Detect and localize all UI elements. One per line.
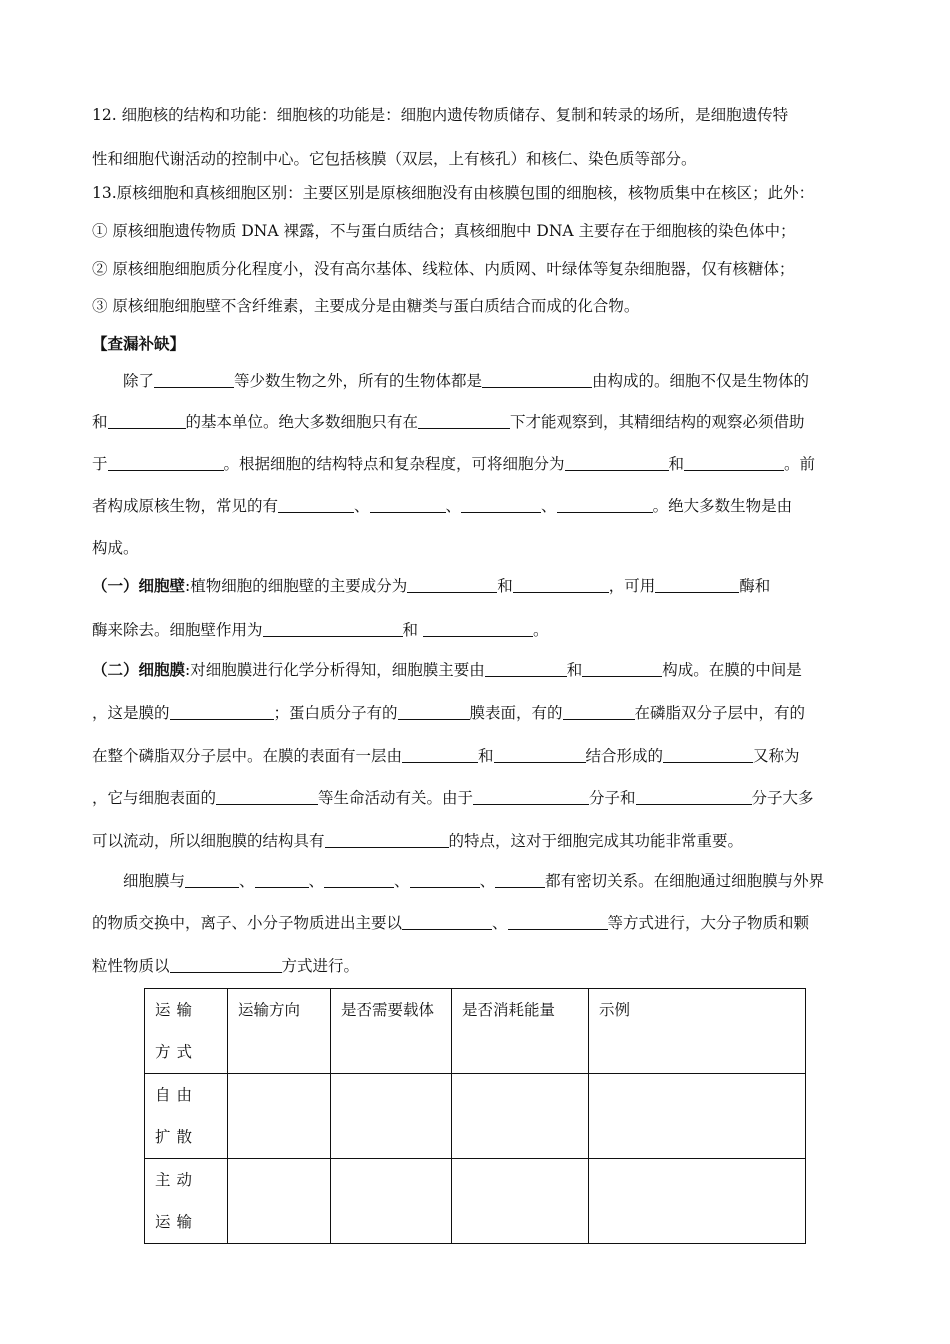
text-run: 于: [92, 455, 108, 473]
text-run: 等方式进行，大分子物质和颗: [607, 914, 810, 932]
blank[interactable]: [418, 412, 510, 429]
fill-line: [92, 659, 862, 681]
blank[interactable]: [513, 576, 609, 593]
text-run: ；蛋白质分子有的: [273, 704, 398, 722]
table-row: [145, 1159, 806, 1244]
table-header-cell: 示例: [589, 989, 806, 1074]
table-cell: [145, 1159, 228, 1244]
blank[interactable]: [508, 913, 608, 930]
text-run: 酶和: [739, 577, 771, 595]
text-line: 性和细胞代谢活动的控制中心。它包括核膜（双层，上有核孔）和核仁、染色质等部分。: [92, 150, 697, 168]
text-run: 结合形成的: [585, 747, 664, 765]
blank[interactable]: [473, 788, 589, 805]
fill-line: [92, 495, 862, 517]
blank[interactable]: [423, 620, 533, 637]
table-cell[interactable]: [452, 1074, 589, 1159]
text-run: 由构成的。细胞不仅是生物体的: [592, 372, 810, 390]
text-line: 12. 细胞核的结构和功能：细胞核的功能是：细胞内遗传物质储存、复制和转录的场所，是细胞遗传特: [92, 106, 789, 124]
text-run: :植物细胞的细胞壁的主要成分为: [185, 577, 408, 595]
text-run: ，可用: [608, 577, 656, 595]
text-run: 又称为: [753, 747, 800, 765]
table-row: [145, 1074, 806, 1159]
text-line: 13.原核细胞和真核细胞区别：主要区别是原核细胞没有由核膜包围的细胞核，核物质集中在核区；此外：: [92, 184, 815, 202]
fill-line: [92, 955, 862, 977]
text-line: ③ 原核细胞细胞壁不含纤维素，主要成分是由糖类与蛋白质结合而成的化合物。: [92, 297, 640, 315]
text-run: 、: [354, 497, 370, 515]
blank[interactable]: [407, 576, 497, 593]
text-run: 方式进行。: [281, 957, 360, 975]
table-cell[interactable]: [228, 1074, 331, 1159]
blank[interactable]: [154, 371, 234, 388]
text-run: 都有密切关系。在细胞通过细胞膜与外界: [545, 872, 825, 890]
blank[interactable]: [485, 660, 567, 677]
text-run: 在整个磷脂双分子层中。在膜的表面有一层由: [92, 747, 403, 765]
text-run: 分子大多: [751, 789, 814, 807]
text-run: 、: [308, 872, 325, 890]
blank[interactable]: [494, 746, 586, 763]
blank[interactable]: [582, 660, 662, 677]
text-run: ，它与细胞表面的: [92, 789, 217, 807]
text-run: 。前: [784, 455, 816, 473]
subheading: （二）细胞膜: [92, 660, 186, 679]
cell-text: 运输方式: [155, 1001, 199, 1061]
fill-line: [92, 912, 862, 934]
text-run: 、: [479, 872, 496, 890]
blank[interactable]: [410, 871, 480, 888]
text-run: 和: [497, 577, 513, 595]
table-cell[interactable]: [589, 1159, 806, 1244]
blank[interactable]: [108, 412, 186, 429]
text-run: 的物质交换中，离子、小分子物质进出主要以: [92, 914, 403, 932]
blank[interactable]: [255, 871, 309, 888]
cell-text: 自由扩散: [155, 1086, 199, 1146]
fill-line: [92, 787, 862, 809]
text-run: 下才能观察到，其精细结构的观察必须借助: [510, 413, 805, 431]
fill-line: [92, 745, 862, 767]
fill-line: [123, 870, 863, 892]
fill-line: 构成。: [92, 539, 139, 557]
blank[interactable]: [370, 496, 446, 513]
text-run: 。根据细胞的结构特点和复杂程度，可将细胞分为: [223, 455, 565, 473]
text-run: 。绝大多数生物是由: [652, 497, 793, 515]
text-run: 的基本单位。绝大多数细胞只有在: [185, 413, 419, 431]
text-run: 等生命活动有关。由于: [318, 789, 474, 807]
blank[interactable]: [324, 871, 394, 888]
text-run: 酶来除去。细胞壁作用为: [92, 621, 263, 639]
text-run: 和: [478, 747, 494, 765]
text-run: 和: [402, 621, 423, 639]
table-header-cell: 是否需要载体: [331, 989, 452, 1074]
fill-line: [92, 619, 862, 641]
text-run: 在磷脂双分子层中，有的: [634, 704, 806, 722]
blank[interactable]: [170, 956, 282, 973]
table-cell[interactable]: [452, 1159, 589, 1244]
section-heading: 【查漏补缺】: [92, 334, 186, 353]
text-run: 、: [394, 872, 410, 890]
table-cell[interactable]: [589, 1074, 806, 1159]
table-header-cell: 是否消耗能量: [452, 989, 589, 1074]
blank[interactable]: [482, 371, 592, 388]
blank[interactable]: [402, 913, 492, 930]
blank[interactable]: [216, 788, 318, 805]
blank[interactable]: [655, 576, 739, 593]
blank[interactable]: [563, 703, 635, 720]
text-run: 膜表面，有的: [469, 704, 563, 722]
table-cell[interactable]: [228, 1159, 331, 1244]
text-run: 和: [92, 413, 108, 431]
blank[interactable]: [684, 454, 784, 471]
blank[interactable]: [185, 871, 239, 888]
table-header-row: [145, 989, 806, 1074]
fill-line: [123, 370, 863, 392]
text-run: 等少数生物之外，所有的生物体都是: [234, 372, 483, 390]
subheading: （一）细胞壁: [92, 576, 186, 595]
table-header-cell: 运输方向: [228, 989, 331, 1074]
table-cell[interactable]: [331, 1159, 452, 1244]
text-run: 构成。在膜的中间是: [662, 661, 802, 679]
text-run: 者构成原核生物，常见的有: [92, 497, 279, 515]
fill-line: [92, 575, 862, 597]
text-run: 细胞膜与: [123, 872, 186, 890]
text-run: 、: [239, 872, 255, 890]
text-run: 、: [492, 914, 508, 932]
blank[interactable]: [108, 454, 224, 471]
text-run: :对细胞膜进行化学分析得知，细胞膜主要由: [185, 661, 485, 679]
table-cell: [145, 1074, 228, 1159]
transport-table: [144, 988, 806, 1244]
text-run: 的特点，这对于细胞完成其功能非常重要。: [448, 832, 744, 850]
blank[interactable]: [278, 496, 354, 513]
text-run: 和: [668, 455, 685, 473]
blank[interactable]: [263, 620, 403, 637]
blank[interactable]: [565, 454, 669, 471]
blank[interactable]: [636, 788, 752, 805]
blank[interactable]: [663, 746, 753, 763]
blank[interactable]: [325, 831, 449, 848]
fill-line: [92, 453, 862, 475]
text-run: 分子和: [589, 789, 636, 807]
blank[interactable]: [398, 703, 470, 720]
text-run: 除了: [123, 372, 155, 390]
fill-line: [92, 411, 862, 433]
text-run: 、: [445, 497, 462, 515]
blank[interactable]: [461, 496, 541, 513]
fill-line: [92, 702, 862, 724]
text-run: 。: [532, 621, 549, 639]
cell-text: 主动运输: [155, 1171, 199, 1231]
table-cell[interactable]: [331, 1074, 452, 1159]
text-run: 和: [566, 661, 583, 679]
blank[interactable]: [495, 871, 545, 888]
text-run: ，这是膜的: [92, 704, 170, 722]
blank[interactable]: [557, 496, 653, 513]
blank[interactable]: [402, 746, 478, 763]
blank[interactable]: [170, 703, 274, 720]
text-run: 粒性物质以: [92, 957, 170, 975]
text-run: 可以流动，所以细胞膜的结构具有: [92, 832, 325, 850]
fill-line: [92, 830, 862, 852]
text-line: ② 原核细胞细胞质分化程度小，没有高尔基体、线粒体、内质网、叶绿体等复杂细胞器，仅有核糖体；: [92, 260, 795, 278]
text-line: ① 原核细胞遗传物质 DNA 裸露，不与蛋白质结合；真核细胞中 DNA 主要存在于细胞核的染色体中；: [92, 222, 796, 240]
table-header-cell: [145, 989, 228, 1074]
text-run: 、: [541, 497, 557, 515]
